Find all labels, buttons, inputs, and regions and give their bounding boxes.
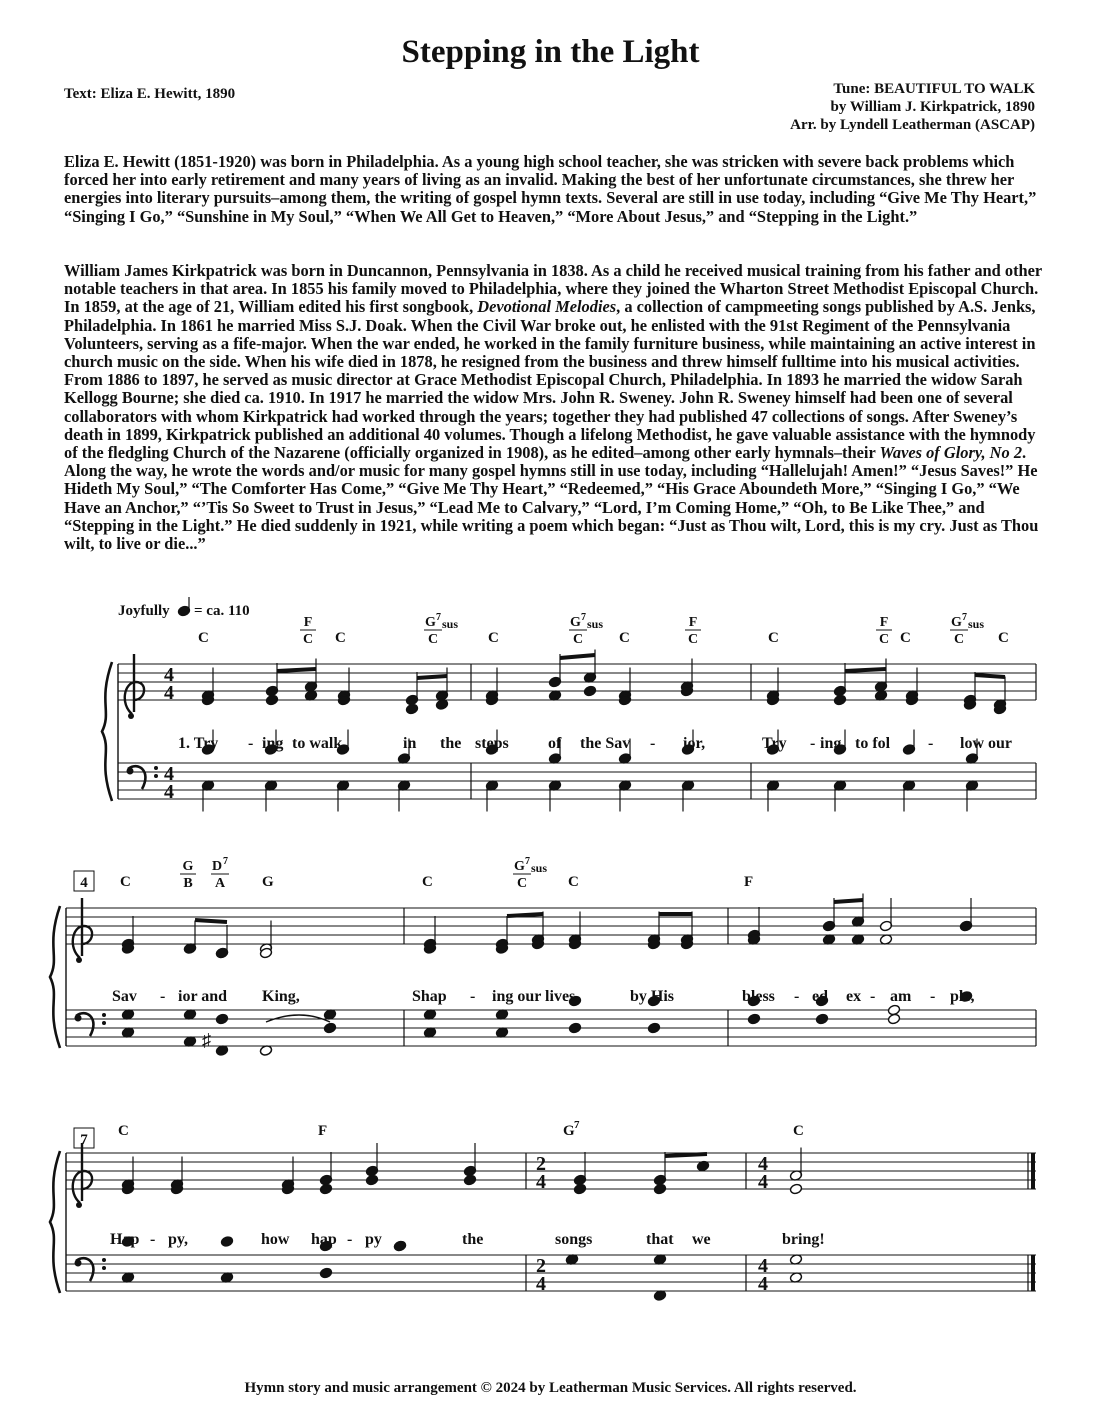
treble-clef-icon — [128, 713, 134, 719]
chord-symbol-bass: C — [687, 632, 699, 647]
story-text: William James Kirkpatrick was born in Duncannon, Pennsylvania in 1838. As a child he received musical training from his father and other notable teachers in that area. In 1855 his family moved to Philadelphia, where they joined the Wharton Street Methodist Episcopal Church. In 1859, at the age of 21, William edited his first songbook, — [64, 261, 1042, 317]
sheet-music — [0, 580, 1101, 1360]
lyric-syllable: bless — [742, 988, 775, 1005]
notehead — [887, 1013, 900, 1025]
note-beam — [277, 669, 316, 671]
chord-symbol-top: G — [951, 615, 962, 630]
chord-symbol: C — [422, 874, 433, 890]
bass-clef-icon — [102, 1021, 106, 1025]
lyric-syllable: py, — [168, 1231, 189, 1248]
lyric-syllable: King, — [262, 988, 300, 1005]
time-signature-bottom: 4 — [536, 1273, 546, 1295]
text-credit: Text: Eliza E. Hewitt, 1890 — [64, 86, 236, 102]
notehead — [319, 1183, 332, 1195]
treble-clef-icon — [76, 1202, 82, 1208]
lyric-syllable: low our — [960, 735, 1012, 752]
notehead — [405, 703, 418, 715]
tempo-value: = ca. 110 — [194, 603, 250, 619]
lyric-syllable: steps — [475, 735, 509, 752]
chord-symbol: C — [619, 630, 630, 646]
notehead — [833, 694, 846, 706]
treble-clef-icon — [76, 957, 82, 963]
chord-symbol-top: G — [182, 859, 194, 874]
lyric-syllable: - — [930, 988, 936, 1005]
chord-symbol-bass: C — [516, 876, 528, 891]
lyric-syllable: ior and — [178, 988, 228, 1005]
chord-symbol-top: G — [425, 615, 436, 630]
chord-symbol: G — [563, 1123, 575, 1139]
measure-number: 7 — [80, 1132, 88, 1148]
chord-symbol-bass: C — [572, 632, 584, 647]
note-beam — [834, 900, 863, 902]
chord-symbol-suffix: sus — [968, 617, 985, 631]
notehead — [365, 1174, 378, 1186]
note-beam — [560, 655, 595, 658]
notehead — [220, 1236, 233, 1248]
lyric-syllable: ing — [262, 735, 284, 752]
lyric-syllable: - — [347, 1231, 353, 1248]
lyric-syllable: - — [870, 988, 876, 1005]
lyric-syllable: in — [403, 735, 417, 752]
lyric-syllable: Sav — [112, 988, 137, 1005]
bass-clef-icon — [154, 766, 158, 770]
lyric-syllable: py — [365, 1231, 382, 1248]
lyric-syllable: Try — [762, 735, 787, 752]
chord-symbol-superscript: 7 — [223, 856, 228, 867]
lyric-syllable: how — [261, 1231, 290, 1248]
chord-symbol: C — [335, 630, 346, 646]
score-svg — [0, 580, 1101, 1360]
lyric-syllable: - — [470, 988, 476, 1005]
tune-credits — [790, 80, 1035, 134]
notehead — [319, 1267, 332, 1279]
grand-staff-brace — [102, 662, 112, 801]
chord-symbol-top: F — [688, 615, 698, 630]
lyric-syllable: - — [810, 735, 816, 752]
bass-clef-icon — [75, 1260, 82, 1267]
lyric-syllable: - — [794, 988, 800, 1005]
lyric-syllable: ing — [820, 735, 842, 752]
lyric-syllable: the Sav — [580, 735, 631, 752]
bass-clef-icon — [154, 774, 158, 778]
sharp-accidental: ♯ — [202, 1030, 211, 1050]
chord-symbol-top: G — [570, 615, 581, 630]
chord-symbol-superscript: 7 — [525, 856, 530, 867]
lyric-syllable: we — [692, 1231, 711, 1248]
lyric-syllable: ing our lives — [492, 988, 576, 1005]
bass-clef-icon — [102, 1013, 106, 1017]
notehead — [323, 1022, 336, 1034]
bass-clef-icon — [127, 768, 134, 775]
chord-symbol-bass: C — [953, 632, 965, 647]
chord-symbol-superscript: 7 — [581, 612, 586, 623]
lyric-syllable: the — [462, 1231, 484, 1248]
note-beam — [507, 914, 543, 916]
bass-clef-icon — [102, 1266, 106, 1270]
chord-symbol: C — [900, 630, 911, 646]
time-signature-top: 4 — [758, 1153, 768, 1175]
chord-symbol: C — [793, 1123, 804, 1139]
chord-symbol-superscript: 7 — [574, 1119, 580, 1131]
story-text: . Along the way, he wrote the words and/or music for many gospel hymns still in use today, including “Hallelujah! Amen!” “Jesus Saves!” He Hideth My Soul,” “The Comforter Has Come,” “Give Me Thy Heart,” “Redeemed,” “His Grace Aboundeth More,” “Singing I Go,” “We Have an Anchor,” “’Tis So Sweet to Trust in Jesus,” “Lead Me to Calvary,” “Lord, I’m Coming Home,” “Oh, to Be Like Thee,” and “Stepping in the Light.” He died suddenly in 1921, while writing a poem which began: “Just as Thou wilt, Lord, this is my cry. Just as Thou wilt, to live or die...” — [64, 443, 1039, 554]
time-signature-top: 4 — [164, 664, 174, 686]
lyric-syllable: Hap — [110, 1231, 140, 1248]
chord-symbol-bass: C — [878, 632, 890, 647]
tempo-marking: Joyfully — [118, 603, 170, 619]
lyric-syllable: songs — [555, 1231, 593, 1248]
bass-clef-icon — [102, 1258, 106, 1262]
chord-symbol-suffix: sus — [531, 861, 548, 875]
chord-symbol: G — [262, 874, 274, 890]
lyric-syllable: to fol — [855, 735, 891, 752]
story-text: , a collection of campmeeting songs published by A.S. Jenks, Philadelphia. In 1861 he married Miss S.J. Doak. When the Civil War broke out, he enlisted with the 91st Regiment of the Pennsylvania Volunteers, serving as a fife-major. When the war ended, he worked in the family furniture business, while maintaining an active interest in church music on the side. When his wife died in 1878, he resigned from the business and threw himself fulltime into his musical activities. From 1886 to 1897, he served as music director at Grace Methodist Episcopal Church, Philadelphia. In 1893 he married the widow Sarah Kellogg Bourne; she died ca. 1910. In 1917 he married the widow Mrs. John R. Sweney. John R. Sweney himself had been one of several collaborators with whom Kirkpatrick had worked through the years; together they had published 47 collections of songs. After Sweney’s death in 1899, Kirkpatrick published an additional 40 volumes. Though a lifelong Methodist, he gave valuable assistance with the hymnody of the fledgling Church of the Nazarene (officially organized in 1908), as he edited–among other early hymnals–their — [64, 297, 1036, 463]
lyric-syllable: of — [548, 735, 562, 752]
notehead — [573, 1183, 586, 1195]
chord-symbol-top: D — [212, 859, 223, 874]
notehead — [747, 1013, 760, 1025]
note-beam — [975, 675, 1005, 677]
lyric-syllable: the — [440, 735, 462, 752]
time-signature-top: 4 — [164, 763, 174, 785]
chord-symbol: C — [568, 874, 579, 890]
lyric-syllable: ex — [846, 988, 862, 1005]
time-signature-bottom: 4 — [536, 1171, 546, 1193]
note-beam — [665, 1154, 707, 1156]
lyric-syllable: ple, — [950, 988, 975, 1005]
lyric-syllable: bring! — [782, 1231, 825, 1248]
time-signature-top: 4 — [758, 1255, 768, 1277]
story-paragraph-hewitt: Eliza E. Hewitt (1851-1920) was born in Philadelphia. As a young high school teacher, she was stricken with severe back problems which forced her into early retirement and many years of living as an invalid. Making the best of her unfortunate circumstances, she threw her energies into literary pursuits–among them, the writing of gospel hymn texts. Several are still in use today, including “Give Me Thy Heart,” “Singing I Go,” “Sunshine in My Soul,” “When We All Get to Heaven,” “More About Jesus,” and “Stepping in the Light.” — [64, 152, 1037, 226]
time-signature-top: 2 — [536, 1153, 546, 1175]
notehead — [815, 1013, 828, 1025]
chord-symbol-bass: C — [302, 632, 314, 647]
lyric-syllable: - — [160, 988, 166, 1005]
songbook-title: Devotional Melodies — [477, 297, 617, 317]
notehead — [215, 1013, 228, 1025]
story-paragraph-kirkpatrick — [64, 262, 1042, 553]
notehead — [568, 1022, 581, 1034]
notehead — [265, 694, 278, 706]
grand-staff-brace — [50, 906, 60, 1048]
chord-symbol-bass: B — [183, 876, 193, 891]
chord-symbol: C — [118, 1123, 129, 1139]
chord-symbol: C — [120, 874, 131, 890]
measure-number: 4 — [80, 875, 88, 891]
tune-name: Tune: BEAUTIFUL TO WALK — [833, 81, 1035, 97]
final-bar-line — [1031, 1255, 1035, 1291]
hymn-title: Stepping in the Light — [401, 34, 700, 70]
time-signature-bottom: 4 — [758, 1171, 768, 1193]
chord-symbol: C — [488, 630, 499, 646]
lyric-syllable: - — [150, 1231, 156, 1248]
notehead — [393, 1240, 406, 1252]
chord-symbol-superscript: 7 — [436, 612, 441, 623]
chord-symbol: C — [198, 630, 209, 646]
time-signature-bottom: 4 — [758, 1273, 768, 1295]
lyric-syllable: - — [650, 735, 656, 752]
lyric-syllable: am — [890, 988, 912, 1005]
chord-symbol-top: F — [879, 615, 889, 630]
note-beam — [417, 676, 447, 678]
chord-symbol-suffix: sus — [442, 617, 459, 631]
hymnal-title: Waves of Glory, No 2 — [879, 443, 1023, 463]
treble-clef-icon — [73, 898, 92, 958]
treble-clef-icon — [73, 1143, 92, 1203]
chord-symbol-top: F — [303, 615, 313, 630]
bass-clef-icon — [75, 1015, 82, 1022]
lyric-syllable: - — [928, 735, 934, 752]
copyright-footer: Hymn story and music arrangement © 2024 by Leatherman Music Services. All rights reserved. — [244, 1380, 857, 1396]
notehead — [653, 1183, 666, 1195]
chord-symbol: C — [768, 630, 779, 646]
lyric-syllable: hap — [311, 1231, 337, 1248]
arranger-credit: Arr. by Lyndell Leatherman (ASCAP) — [790, 117, 1035, 133]
chord-symbol: F — [318, 1123, 328, 1139]
chord-symbol-superscript: 7 — [962, 612, 967, 623]
treble-clef-icon — [125, 654, 144, 714]
lyric-syllable: 1. Try — [178, 735, 219, 752]
notehead — [583, 685, 596, 697]
time-signature-top: 2 — [536, 1255, 546, 1277]
lyric-syllable: Shap — [412, 988, 447, 1005]
chord-symbol-top: G — [514, 859, 525, 874]
chord-symbol-bass: C — [427, 632, 439, 647]
time-signature-bottom: 4 — [164, 781, 174, 803]
note-beam — [845, 669, 886, 671]
notehead — [647, 1022, 660, 1034]
lyric-syllable: that — [646, 1231, 674, 1248]
chord-symbol: F — [744, 874, 754, 890]
lyric-syllable: ed — [812, 988, 828, 1005]
lyric-syllable: to walk — [292, 735, 343, 752]
grand-staff-brace — [50, 1151, 60, 1293]
note-beam — [195, 920, 227, 922]
notehead — [463, 1174, 476, 1186]
lyric-syllable: by His — [630, 988, 675, 1005]
chord-symbol: C — [998, 630, 1009, 646]
chord-symbol-suffix: sus — [587, 617, 604, 631]
composer-credit: by William J. Kirkpatrick, 1890 — [830, 99, 1035, 115]
time-signature-bottom: 4 — [164, 682, 174, 704]
final-bar-line — [1031, 1153, 1035, 1189]
lyric-syllable: - — [248, 735, 254, 752]
lyric-syllable: ior, — [683, 735, 706, 752]
chord-symbol-bass: A — [214, 876, 226, 891]
notehead — [789, 1183, 802, 1195]
